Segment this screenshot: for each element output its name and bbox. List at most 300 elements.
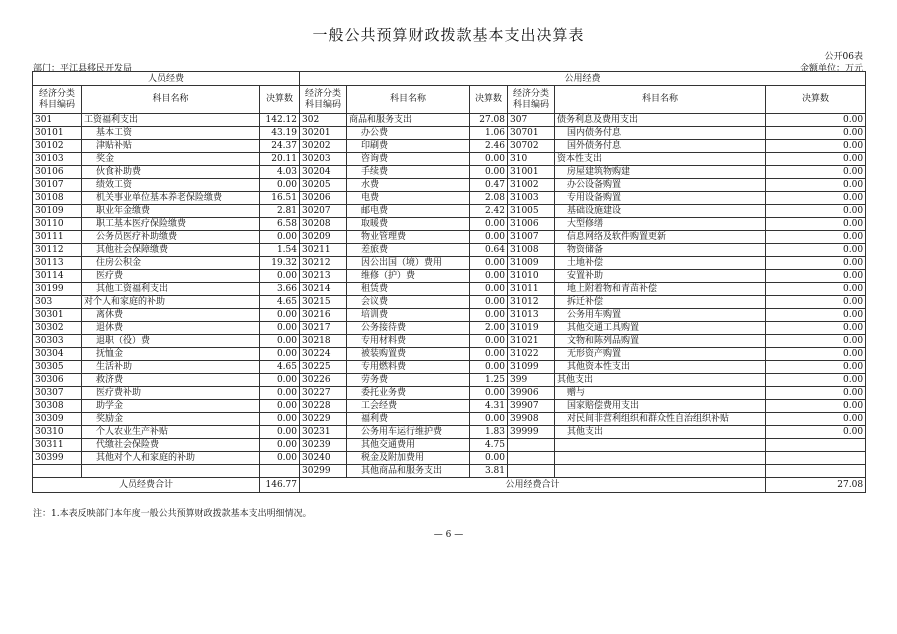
item-name-cell: 其他商品和服务支出: [347, 465, 470, 478]
item-name-cell: 公务员医疗补助缴费: [82, 231, 260, 244]
amount-cell: 0.00: [470, 270, 508, 283]
item-name-cell: 资本性支出: [555, 153, 766, 166]
amount-cell: 1.83: [470, 426, 508, 439]
amount-cell: 0.00: [766, 244, 866, 257]
econ-code-cell: 30112: [33, 244, 82, 257]
econ-code-cell: 301: [33, 114, 82, 127]
econ-code-cell: 31006: [508, 218, 555, 231]
item-name-cell: 退休费: [82, 322, 260, 335]
table-row: [33, 114, 866, 127]
amount-cell: 4.31: [470, 400, 508, 413]
amount-cell: 16.51: [260, 192, 300, 205]
item-name-cell: 房屋建筑物购建: [555, 166, 766, 179]
amount-cell: 0.00: [766, 192, 866, 205]
econ-code-cell: 307: [508, 114, 555, 127]
table-row: [33, 153, 866, 166]
econ-code-cell: 30108: [33, 192, 82, 205]
amount-cell: 0.00: [260, 309, 300, 322]
item-name-cell: [555, 439, 766, 452]
amount-cell: 0.00: [766, 127, 866, 140]
item-name-cell: 物业管理费: [347, 231, 470, 244]
amount-cell: [766, 452, 866, 465]
item-name-cell: 劳务费: [347, 374, 470, 387]
item-name-cell: 电费: [347, 192, 470, 205]
econ-code-cell: 30308: [33, 400, 82, 413]
amount-cell: 0.00: [766, 322, 866, 335]
econ-code-cell: 30205: [300, 179, 347, 192]
item-name-cell: 伙食补助费: [82, 166, 260, 179]
econ-code-cell: 30106: [33, 166, 82, 179]
amount-cell: 0.00: [766, 361, 866, 374]
item-name-cell: 办公设备购置: [555, 179, 766, 192]
item-name-cell: 税金及附加费用: [347, 452, 470, 465]
item-name-cell: 其他社会保障缴费: [82, 244, 260, 257]
item-name-cell: 租赁费: [347, 283, 470, 296]
col-header-code: 经济分类科目编码: [300, 86, 347, 114]
econ-code-cell: 30304: [33, 348, 82, 361]
econ-code-cell: 31013: [508, 309, 555, 322]
econ-code-cell: 31022: [508, 348, 555, 361]
econ-code-cell: 39999: [508, 426, 555, 439]
amount-cell: 0.00: [260, 400, 300, 413]
header-group-row: [33, 72, 866, 86]
item-name-cell: 福利费: [347, 413, 470, 426]
amount-cell: 1.54: [260, 244, 300, 257]
amount-cell: 0.00: [766, 218, 866, 231]
item-name-cell: 商品和服务支出: [347, 114, 470, 127]
amount-cell: 0.00: [766, 231, 866, 244]
econ-code-cell: 31001: [508, 166, 555, 179]
item-name-cell: 退职（役）费: [82, 335, 260, 348]
col-header-amount: 决算数: [260, 86, 300, 114]
amount-cell: 0.00: [766, 426, 866, 439]
item-name-cell: 工会经费: [347, 400, 470, 413]
table-row: [33, 244, 866, 257]
amount-cell: 0.00: [766, 140, 866, 153]
econ-code-cell: 31002: [508, 179, 555, 192]
amount-cell: 2.08: [470, 192, 508, 205]
econ-code-cell: 30207: [300, 205, 347, 218]
amount-cell: [260, 465, 300, 478]
econ-code-cell: 399: [508, 374, 555, 387]
amount-cell: 0.00: [470, 218, 508, 231]
amount-cell: 4.03: [260, 166, 300, 179]
item-name-cell: 印刷费: [347, 140, 470, 153]
table-row: [33, 452, 866, 465]
table-row: [33, 257, 866, 270]
item-name-cell: 其他对个人和家庭的补助: [82, 452, 260, 465]
amount-cell: 0.00: [470, 296, 508, 309]
amount-cell: 3.81: [470, 465, 508, 478]
item-name-cell: 其他工资福利支出: [82, 283, 260, 296]
econ-code-cell: 31021: [508, 335, 555, 348]
econ-code-cell: 31019: [508, 322, 555, 335]
amount-cell: 4.65: [260, 296, 300, 309]
item-name-cell: [555, 465, 766, 478]
econ-code-cell: 30302: [33, 322, 82, 335]
item-name-cell: 救济费: [82, 374, 260, 387]
econ-code-cell: 30307: [33, 387, 82, 400]
econ-code-cell: 30203: [300, 153, 347, 166]
econ-code-cell: [508, 439, 555, 452]
item-name-cell: 取暖费: [347, 218, 470, 231]
econ-code-cell: 302: [300, 114, 347, 127]
table-row: [33, 205, 866, 218]
amount-cell: 24.37: [260, 140, 300, 153]
econ-code-cell: 31009: [508, 257, 555, 270]
col-header-name: 科目名称: [347, 86, 470, 114]
table-row: [33, 231, 866, 244]
amount-cell: 0.00: [766, 283, 866, 296]
col-header-name: 科目名称: [555, 86, 766, 114]
econ-code-cell: 303: [33, 296, 82, 309]
econ-code-cell: 30303: [33, 335, 82, 348]
amount-cell: 0.00: [260, 179, 300, 192]
department-label: 部门：平江县移民开发局: [33, 64, 133, 74]
amount-cell: 0.00: [260, 335, 300, 348]
item-name-cell: 信息网络及软件购置更新: [555, 231, 766, 244]
item-name-cell: 奖励金: [82, 413, 260, 426]
item-name-cell: 物资储备: [555, 244, 766, 257]
amount-cell: 2.00: [470, 322, 508, 335]
econ-code-cell: 30702: [508, 140, 555, 153]
amount-cell: 0.00: [766, 166, 866, 179]
amount-cell: 0.00: [470, 231, 508, 244]
econ-code-cell: 30240: [300, 452, 347, 465]
amount-cell: 0.00: [470, 361, 508, 374]
page-title: 一般公共预算财政拨款基本支出决算表: [312, 26, 585, 44]
item-name-cell: 对个人和家庭的补助: [82, 296, 260, 309]
amount-cell: 0.00: [766, 153, 866, 166]
item-name-cell: 手续费: [347, 166, 470, 179]
item-name-cell: 安置补助: [555, 270, 766, 283]
table-row: [33, 270, 866, 283]
amount-cell: 0.00: [766, 374, 866, 387]
amount-cell: 0.47: [470, 179, 508, 192]
econ-code-cell: 30102: [33, 140, 82, 153]
item-name-cell: 大型修缮: [555, 218, 766, 231]
econ-code-cell: 30218: [300, 335, 347, 348]
item-name-cell: 医疗费: [82, 270, 260, 283]
econ-code-cell: 39908: [508, 413, 555, 426]
econ-code-cell: 30204: [300, 166, 347, 179]
col-header-amount: 决算数: [470, 86, 508, 114]
amount-cell: [766, 465, 866, 478]
econ-code-cell: 31007: [508, 231, 555, 244]
item-name-cell: 公务接待费: [347, 322, 470, 335]
amount-cell: 4.75: [470, 439, 508, 452]
econ-code-cell: 30227: [300, 387, 347, 400]
table-row: [33, 426, 866, 439]
amount-cell: 0.00: [766, 257, 866, 270]
table-row: [33, 465, 866, 478]
econ-code-cell: 31003: [508, 192, 555, 205]
amount-cell: 0.00: [470, 166, 508, 179]
amount-cell: 27.08: [470, 114, 508, 127]
amount-cell: 0.00: [766, 205, 866, 218]
amount-cell: 0.00: [470, 413, 508, 426]
item-name-cell: 基本工资: [82, 127, 260, 140]
table-row: [33, 387, 866, 400]
econ-code-cell: 30208: [300, 218, 347, 231]
amount-cell: 0.00: [260, 387, 300, 400]
econ-code-cell: 31011: [508, 283, 555, 296]
public-header: 公用经费: [300, 72, 866, 86]
table-row: [33, 127, 866, 140]
amount-cell: 0.00: [260, 439, 300, 452]
amount-cell: 1.25: [470, 374, 508, 387]
econ-code-cell: 30213: [300, 270, 347, 283]
amount-cell: 2.81: [260, 205, 300, 218]
public-total-value: 27.08: [766, 478, 866, 493]
econ-code-cell: 310: [508, 153, 555, 166]
econ-code-cell: 30306: [33, 374, 82, 387]
amount-cell: 4.65: [260, 361, 300, 374]
item-name-cell: 邮电费: [347, 205, 470, 218]
amount-cell: 0.00: [260, 348, 300, 361]
amount-cell: 0.64: [470, 244, 508, 257]
econ-code-cell: 30114: [33, 270, 82, 283]
econ-code-cell: 30701: [508, 127, 555, 140]
table-row: [33, 439, 866, 452]
econ-code-cell: 30201: [300, 127, 347, 140]
item-name-cell: 住房公积金: [82, 257, 260, 270]
item-name-cell: [555, 452, 766, 465]
amount-cell: 0.00: [766, 335, 866, 348]
amount-cell: 2.46: [470, 140, 508, 153]
table-row: [33, 218, 866, 231]
item-name-cell: 因公出国（境）费用: [347, 257, 470, 270]
table-row: [33, 348, 866, 361]
item-name-cell: 专用材料费: [347, 335, 470, 348]
amount-cell: 0.00: [766, 348, 866, 361]
item-name-cell: 机关事业单位基本养老保险缴费: [82, 192, 260, 205]
econ-code-cell: 30305: [33, 361, 82, 374]
budget-table: [32, 71, 866, 493]
econ-code-cell: 30110: [33, 218, 82, 231]
econ-code-cell: 30228: [300, 400, 347, 413]
item-name-cell: 公务用车购置: [555, 309, 766, 322]
econ-code-cell: 30101: [33, 127, 82, 140]
econ-code-cell: 30113: [33, 257, 82, 270]
item-name-cell: 基础设施建设: [555, 205, 766, 218]
econ-code-cell: [508, 465, 555, 478]
econ-code-cell: 31012: [508, 296, 555, 309]
amount-cell: 6.58: [260, 218, 300, 231]
item-name-cell: 地上附着物和青苗补偿: [555, 283, 766, 296]
table-row: [33, 283, 866, 296]
amount-cell: 19.32: [260, 257, 300, 270]
amount-cell: 0.00: [470, 309, 508, 322]
table-row: [33, 140, 866, 153]
econ-code-cell: 30225: [300, 361, 347, 374]
econ-code-cell: 30309: [33, 413, 82, 426]
form-number: 公开06表: [824, 52, 863, 62]
item-name-cell: 工资福利支出: [82, 114, 260, 127]
econ-code-cell: 39907: [508, 400, 555, 413]
table-row: [33, 335, 866, 348]
econ-code-cell: 30209: [300, 231, 347, 244]
econ-code-cell: 30202: [300, 140, 347, 153]
item-name-cell: 绩效工资: [82, 179, 260, 192]
item-name-cell: 奖金: [82, 153, 260, 166]
totals-row: [33, 478, 866, 493]
amount-cell: 20.11: [260, 153, 300, 166]
table-row: [33, 166, 866, 179]
item-name-cell: 无形资产购置: [555, 348, 766, 361]
table-row: [33, 400, 866, 413]
item-name-cell: 职业年金缴费: [82, 205, 260, 218]
econ-code-cell: 30214: [300, 283, 347, 296]
econ-code-cell: 30111: [33, 231, 82, 244]
item-name-cell: 培训费: [347, 309, 470, 322]
econ-code-cell: 30199: [33, 283, 82, 296]
amount-cell: [766, 439, 866, 452]
table-body: [33, 114, 866, 478]
amount-cell: 142.12: [260, 114, 300, 127]
item-name-cell: 津贴补贴: [82, 140, 260, 153]
amount-cell: 0.00: [766, 400, 866, 413]
econ-code-cell: 30216: [300, 309, 347, 322]
table-row: [33, 374, 866, 387]
amount-cell: 0.00: [766, 387, 866, 400]
table-row: [33, 322, 866, 335]
amount-cell: 0.00: [260, 270, 300, 283]
table-row: [33, 192, 866, 205]
econ-code-cell: 31005: [508, 205, 555, 218]
item-name-cell: 土地补偿: [555, 257, 766, 270]
amount-cell: 2.42: [470, 205, 508, 218]
amount-cell: 0.00: [766, 296, 866, 309]
item-name-cell: 其他支出: [555, 374, 766, 387]
item-name-cell: 水费: [347, 179, 470, 192]
item-name-cell: 被装购置费: [347, 348, 470, 361]
amount-cell: 0.00: [260, 231, 300, 244]
econ-code-cell: [33, 465, 82, 478]
col-header-amount: 决算数: [766, 86, 866, 114]
amount-cell: 3.66: [260, 283, 300, 296]
footnote: 注：1.本表反映部门本年度一般公共预算财政拨款基本支出明细情况。: [33, 509, 312, 519]
amount-cell: 0.00: [766, 179, 866, 192]
item-name-cell: 生活补助: [82, 361, 260, 374]
econ-code-cell: 30224: [300, 348, 347, 361]
econ-code-cell: 30299: [300, 465, 347, 478]
personnel-total-label: 人员经费合计: [33, 478, 260, 493]
table-row: [33, 179, 866, 192]
item-name-cell: 文物和陈列品购置: [555, 335, 766, 348]
item-name-cell: 差旅费: [347, 244, 470, 257]
public-total-label: 公用经费合计: [300, 478, 766, 493]
econ-code-cell: 30211: [300, 244, 347, 257]
econ-code-cell: 39906: [508, 387, 555, 400]
personnel-header: 人员经费: [33, 72, 300, 86]
econ-code-cell: 30107: [33, 179, 82, 192]
item-name-cell: 其他交通费用: [347, 439, 470, 452]
col-header-code: 经济分类科目编码: [33, 86, 82, 114]
item-name-cell: 维修（护）费: [347, 270, 470, 283]
amount-cell: 0.00: [470, 257, 508, 270]
header-column-row: [33, 86, 866, 114]
econ-code-cell: 30226: [300, 374, 347, 387]
amount-cell: 0.00: [260, 426, 300, 439]
amount-cell: 0.00: [260, 322, 300, 335]
econ-code-cell: 30229: [300, 413, 347, 426]
econ-code-cell: 30217: [300, 322, 347, 335]
amount-cell: 0.00: [766, 114, 866, 127]
table-row: [33, 309, 866, 322]
item-name-cell: 会议费: [347, 296, 470, 309]
econ-code-cell: [508, 452, 555, 465]
unit-label: 金额单位：万元: [799, 64, 863, 74]
econ-code-cell: 30231: [300, 426, 347, 439]
item-name-cell: 其他支出: [555, 426, 766, 439]
item-name-cell: 个人农业生产补贴: [82, 426, 260, 439]
item-name-cell: 办公费: [347, 127, 470, 140]
item-name-cell: 债务利息及费用支出: [555, 114, 766, 127]
amount-cell: 0.00: [470, 452, 508, 465]
item-name-cell: [82, 465, 260, 478]
item-name-cell: 国家赔偿费用支出: [555, 400, 766, 413]
table-row: [33, 361, 866, 374]
item-name-cell: 专用燃料费: [347, 361, 470, 374]
econ-code-cell: 30310: [33, 426, 82, 439]
amount-cell: 1.06: [470, 127, 508, 140]
item-name-cell: 离休费: [82, 309, 260, 322]
item-name-cell: 代缴社会保险费: [82, 439, 260, 452]
amount-cell: 0.00: [470, 283, 508, 296]
econ-code-cell: 30239: [300, 439, 347, 452]
item-name-cell: 公务用车运行维护费: [347, 426, 470, 439]
econ-code-cell: 31008: [508, 244, 555, 257]
personnel-total-value: 146.77: [260, 478, 300, 493]
amount-cell: 0.00: [470, 335, 508, 348]
item-name-cell: 医疗费补助: [82, 387, 260, 400]
econ-code-cell: 31010: [508, 270, 555, 283]
econ-code-cell: 30301: [33, 309, 82, 322]
amount-cell: 0.00: [470, 153, 508, 166]
econ-code-cell: 30206: [300, 192, 347, 205]
amount-cell: 0.00: [260, 413, 300, 426]
amount-cell: 43.19: [260, 127, 300, 140]
item-name-cell: 对民间非营利组织和群众性自治组织补贴: [555, 413, 766, 426]
item-name-cell: 委托业务费: [347, 387, 470, 400]
col-header-name: 科目名称: [82, 86, 260, 114]
item-name-cell: 其他交通工具购置: [555, 322, 766, 335]
amount-cell: 0.00: [766, 413, 866, 426]
econ-code-cell: 30311: [33, 439, 82, 452]
item-name-cell: 其他资本性支出: [555, 361, 766, 374]
amount-cell: 0.00: [766, 309, 866, 322]
amount-cell: 0.00: [470, 387, 508, 400]
item-name-cell: 国外债务付息: [555, 140, 766, 153]
econ-code-cell: 30215: [300, 296, 347, 309]
amount-cell: 0.00: [766, 270, 866, 283]
item-name-cell: 国内债务付息: [555, 127, 766, 140]
amount-cell: 0.00: [260, 374, 300, 387]
item-name-cell: 助学金: [82, 400, 260, 413]
econ-code-cell: 30103: [33, 153, 82, 166]
econ-code-cell: 30109: [33, 205, 82, 218]
table-row: [33, 413, 866, 426]
item-name-cell: 咨询费: [347, 153, 470, 166]
item-name-cell: 专用设备购置: [555, 192, 766, 205]
item-name-cell: 赠与: [555, 387, 766, 400]
col-header-code: 经济分类科目编码: [508, 86, 555, 114]
amount-cell: 0.00: [260, 452, 300, 465]
item-name-cell: 抚恤金: [82, 348, 260, 361]
econ-code-cell: 30399: [33, 452, 82, 465]
amount-cell: 0.00: [470, 348, 508, 361]
